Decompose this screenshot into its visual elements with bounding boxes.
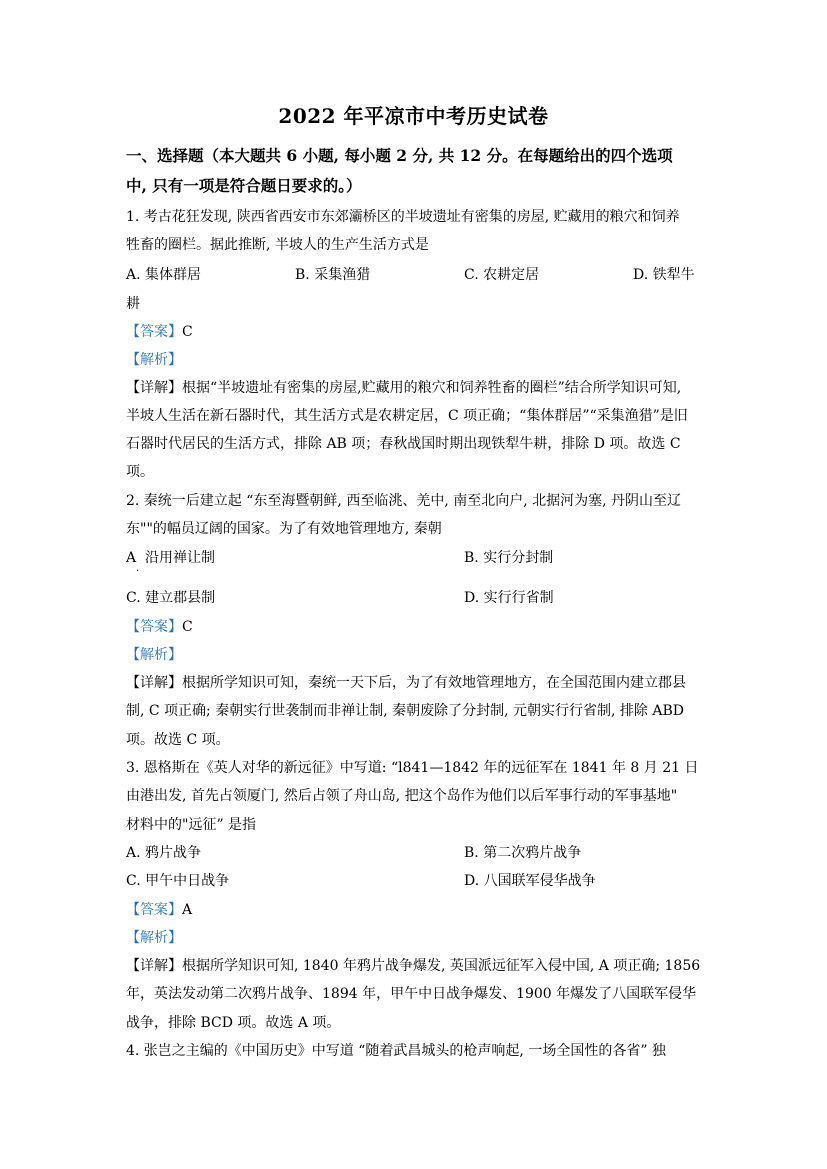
answer-bracket-close: 】 [168,902,182,918]
q3-option-a: A. 鸦片战争 [126,845,202,861]
page-title: 2022 年平凉市中考历史试卷 [278,104,549,128]
answer-label: 答案 [140,324,168,340]
q1-option-c: C. 农耕定居 [464,267,540,283]
q1-answer [126,322,711,342]
detail-bracket-close: 】 [168,675,182,691]
q1-option-d-continued: 耕 [126,296,140,312]
q3-detail-line2: 年，英法发动第二次鸦片战争、1894 年，甲午中日战争爆发、1900 年爆发了八国联军侵华 [126,986,697,1002]
q1-option-a: A. 集体群居 [126,267,202,283]
q2-answer-value: C [182,619,193,635]
q3-analysis-label: 【解析】 [126,930,182,946]
q1-analysis-label: 【解析】 [126,352,182,368]
q2-option-a-letter: A [126,550,137,566]
detail-bracket-open: 【 [126,380,140,396]
q3-option-b: B. 第二次鸦片战争 [464,845,582,861]
q3-detail-text: 根据所学知识可知, 1840 年鸦片战争爆发, 英国派远征军入侵中国, A 项正确; 1856 [182,958,701,974]
detail-bracket-open: 【 [126,675,140,691]
q3-detail-line1 [126,956,711,976]
q2-detail-text: 根据所学知识可知，秦统一天下后，为了有效地管理地方，在全国范围内建立郡县 [182,675,686,691]
q2-analysis-label: 【解析】 [126,647,182,663]
answer-bracket-close: 】 [168,619,182,635]
q3-stem-line3: 材料中的"远征” 是指 [126,817,257,833]
q4-stem-line1: 4. 张岂之主编的《中国历史》中写道 “随着武昌城头的枪声响起, 一场全国性的各省” 独 [126,1043,666,1059]
detail-bracket-close: 】 [168,380,182,396]
q2-option-a [126,548,215,568]
q1-option-b: B. 采集渔猎 [295,267,371,283]
q2-stem-line1: 2. 秦统一后建立起 “东至海暨朝鲜, 西至临洮、羌中, 南至北向户, 北据河为塞, 丹阴山至辽 [126,493,682,509]
detail-bracket-open: 【 [126,958,140,974]
q1-detail-line4: 项。 [126,464,154,480]
q1-detail-line3: 石器时代居民的生活方式，排除 AB 项；春秋战国时期出现铁犁牛耕，排除 D 项。故选 C [126,436,681,452]
q2-option-b: B. 实行分封制 [464,550,554,566]
q3-answer-value: A [182,902,193,918]
q1-stem-line2: 牲畜的圈栏。据此推断, 半坡人的生产生活方式是 [126,237,429,253]
answer-bracket-open: 【 [126,619,140,635]
q2-option-a-text: 沿用禅让制 [145,550,216,566]
q2-stem-line2: 东""的幅员辽阔的国家。为了有效地管理地方, 秦朝 [126,521,442,537]
q2-detail-line3: 项。故选 C 项。 [126,732,230,748]
decorative-dot: · [136,566,140,577]
section-heading-line1: 一、选择题（本大题共 6 小题, 每小题 2 分, 共 12 分。在每题给出的四个选项 [126,146,673,165]
q2-option-d: D. 实行行省制 [464,590,554,606]
detail-label: 详解 [140,380,168,396]
q1-answer-value: C [182,324,193,340]
answer-label: 答案 [140,902,168,918]
q1-detail-line2: 半坡人生活在新石器时代，其生活方式是农耕定居，C 项正确；“集体群居”“采集渔猎”是旧 [126,408,688,424]
answer-label: 答案 [140,619,168,635]
q3-option-d: D. 八国联军侵华战争 [464,873,596,889]
q3-detail-line3: 战争，排除 BCD 项。故选 A 项。 [126,1015,341,1031]
q1-detail-line1 [126,378,711,398]
q1-option-d: D. 铁犁牛 [633,267,695,283]
q2-answer [126,617,711,637]
answer-bracket-close: 】 [168,324,182,340]
q1-detail-text: 根据“半坡遗址有密集的房屋,贮藏用的粮穴和饲养牲畜的圈栏”结合所学知识可知, [182,380,682,396]
q2-detail-line2: 制, C 项正确; 秦朝实行世袭制而非禅让制, 秦朝废除了分封制, 元朝实行行省制, 排除 ABD [126,703,685,719]
q3-stem-line1: 3. 恩格斯在《英人对华的新远征》中写道: “l841—1842 年的远征军在 1841 年 8 月 21 日 [126,760,699,776]
q2-option-c: C. 建立郡县制 [126,590,216,606]
detail-bracket-close: 】 [168,958,182,974]
q2-detail-line1 [126,673,711,693]
detail-label: 详解 [140,675,168,691]
detail-label: 详解 [140,958,168,974]
q3-stem-line2: 由港出发, 首先占领厦门, 然后占领了舟山岛, 把这个岛作为他们以后军事行动的军事基地" [126,788,678,804]
answer-bracket-open: 【 [126,902,140,918]
q1-stem-line1: 1. 考古花狂发现, 陕西省西安市东郊灞桥区的半坡遗址有密集的房屋, 贮藏用的粮穴和饲养 [126,209,680,225]
section-heading-line2: 中, 只有一项是符合题日要求的。） [126,176,362,195]
q3-answer [126,900,711,920]
answer-bracket-open: 【 [126,324,140,340]
q3-option-c: C. 甲午中日战争 [126,873,230,889]
